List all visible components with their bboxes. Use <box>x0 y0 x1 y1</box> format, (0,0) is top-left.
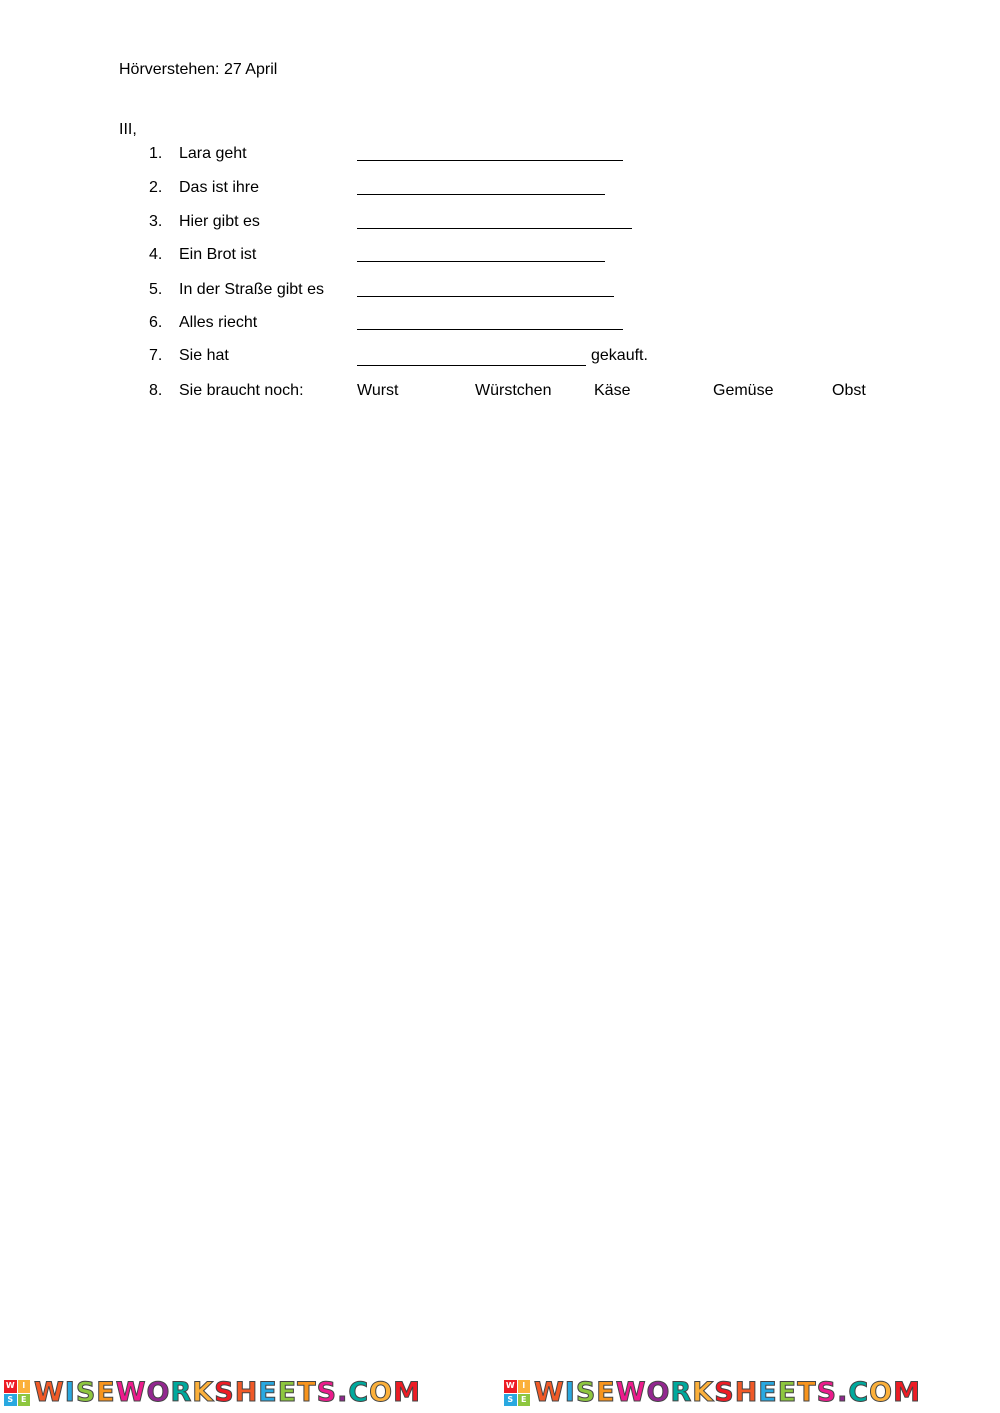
watermark-letter: K <box>192 1377 215 1408</box>
answer-blank[interactable] <box>357 280 614 297</box>
exercise-item <box>0 346 1000 368</box>
watermark-letter: E <box>758 1377 778 1408</box>
answer-blank[interactable] <box>357 245 605 262</box>
watermark-letter: T <box>297 1377 317 1408</box>
logo-tile: I <box>18 1380 31 1393</box>
watermark-letter: . <box>337 1377 349 1408</box>
watermark-letter: C <box>348 1377 370 1408</box>
watermark-letter: I <box>564 1377 576 1408</box>
logo-tile: I <box>518 1380 531 1393</box>
watermark-letter: S <box>214 1377 235 1408</box>
item-number: 5. <box>149 281 163 298</box>
watermark-letter: S <box>75 1377 97 1408</box>
item-suffix: gekauft. <box>591 347 648 364</box>
item-number: 2. <box>149 179 163 196</box>
logo-tile: W <box>504 1380 517 1393</box>
watermark-letter: S <box>714 1377 735 1408</box>
watermark-text <box>534 1376 921 1410</box>
watermark-letter: S <box>316 1377 338 1408</box>
watermark-letter: E <box>96 1377 116 1408</box>
logo-tile: S <box>504 1394 517 1407</box>
exercise-item <box>0 144 1000 166</box>
choice-option[interactable]: Gemüse <box>713 382 774 399</box>
exercise-item <box>0 313 1000 335</box>
watermark-letter: T <box>797 1377 817 1408</box>
watermark-letter: H <box>234 1377 259 1408</box>
answer-blank[interactable] <box>357 313 623 330</box>
watermark-letter: O <box>646 1377 671 1408</box>
answer-blank[interactable] <box>357 178 605 195</box>
watermark-letter: E <box>777 1377 798 1408</box>
page-title: Hörverstehen: 27 April <box>119 61 278 78</box>
brand-logo-icon <box>4 1380 30 1406</box>
item-number: 7. <box>149 347 163 364</box>
watermark-letter: S <box>575 1377 597 1408</box>
item-number: 8. <box>149 382 163 399</box>
watermark-letter: O <box>369 1377 394 1408</box>
logo-tile: E <box>18 1394 31 1407</box>
watermark-letter: E <box>596 1377 616 1408</box>
watermark-letter: W <box>534 1377 565 1408</box>
answer-blank-wrap <box>357 346 648 366</box>
item-prompt: Lara geht <box>179 145 247 162</box>
watermark-letter: S <box>816 1377 838 1408</box>
section-label: III, <box>119 121 137 138</box>
watermark-letter: R <box>670 1377 693 1408</box>
choice-option[interactable]: Wurst <box>357 382 399 399</box>
choice-option[interactable]: Käse <box>594 382 631 399</box>
logo-tile: E <box>518 1394 531 1407</box>
exercise-item <box>0 245 1000 267</box>
answer-blank[interactable] <box>357 349 586 366</box>
watermark-letter: K <box>692 1377 715 1408</box>
answer-blank-wrap <box>357 144 623 161</box>
item-number: 1. <box>149 145 163 162</box>
item-prompt: Ein Brot ist <box>179 246 257 263</box>
answer-blank[interactable] <box>357 212 632 229</box>
item-number: 3. <box>149 213 163 230</box>
watermark-brand <box>504 1376 921 1410</box>
item-prompt: Das ist ihre <box>179 179 260 196</box>
watermark-letter: R <box>170 1377 193 1408</box>
answer-blank[interactable] <box>357 144 623 161</box>
choice-option[interactable]: Obst <box>832 382 866 399</box>
answer-blank-wrap <box>357 313 623 330</box>
answer-blank-wrap <box>357 280 614 297</box>
watermark-letter: I <box>64 1377 76 1408</box>
watermark-letter: O <box>869 1377 894 1408</box>
exercise-item <box>0 212 1000 234</box>
answer-blank-wrap <box>357 212 632 229</box>
watermark-letter: C <box>848 1377 870 1408</box>
choice-option[interactable]: Würstchen <box>475 382 552 399</box>
watermark-letter: W <box>34 1377 65 1408</box>
logo-tile: S <box>4 1394 17 1407</box>
watermark-letter: H <box>734 1377 759 1408</box>
watermark-letter: M <box>893 1377 921 1408</box>
item-prompt: Sie hat <box>179 347 229 364</box>
item-number: 4. <box>149 246 163 263</box>
watermark-brand <box>4 1376 421 1410</box>
item-prompt: Hier gibt es <box>179 213 260 230</box>
exercise-item <box>0 381 1000 403</box>
exercise-item <box>0 280 1000 302</box>
watermark-letter: W <box>115 1377 147 1408</box>
watermark-letter: W <box>615 1377 647 1408</box>
watermark-text <box>34 1376 421 1410</box>
watermark-footer <box>0 1376 1000 1410</box>
watermark-letter: E <box>258 1377 278 1408</box>
watermark-letter: E <box>277 1377 298 1408</box>
item-prompt: Alles riecht <box>179 314 258 331</box>
watermark-letter: M <box>393 1377 421 1408</box>
brand-logo-icon <box>504 1380 530 1406</box>
logo-tile: W <box>4 1380 17 1393</box>
exercise-item <box>0 178 1000 200</box>
item-prompt: In der Straße gibt es <box>179 281 324 298</box>
item-number: 6. <box>149 314 163 331</box>
item-prompt: Sie braucht noch: <box>179 382 304 399</box>
answer-blank-wrap <box>357 245 605 262</box>
watermark-letter: . <box>837 1377 849 1408</box>
watermark-letter: O <box>146 1377 171 1408</box>
answer-blank-wrap <box>357 178 605 195</box>
